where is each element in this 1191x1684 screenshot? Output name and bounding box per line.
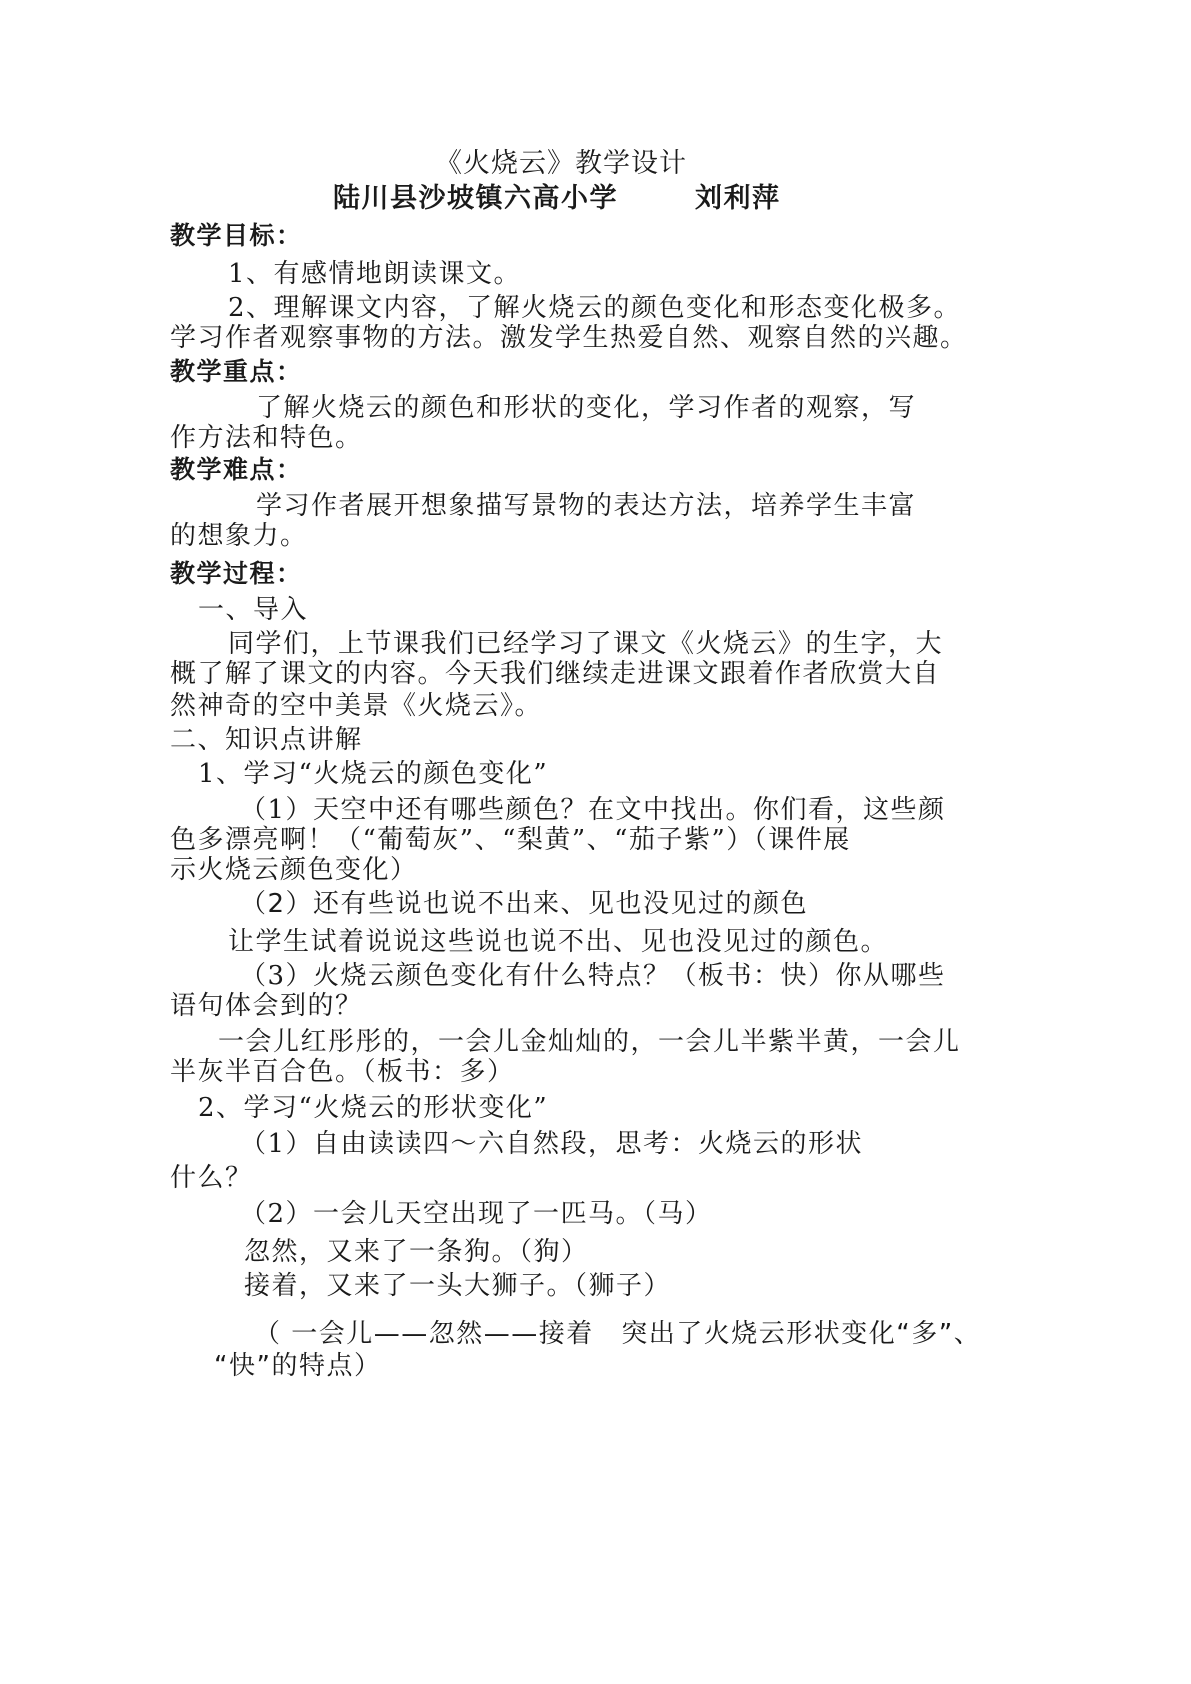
key-points-heading: 教学重点：	[170, 357, 303, 386]
difficulties-heading: 教学难点：	[170, 455, 303, 484]
part2-q1-line2: 什么？	[170, 1163, 253, 1193]
part1-q1-line3: 示火烧云颜色变化）	[170, 855, 418, 885]
part2-q2-line2: 忽然，又来了一条狗。（狗）	[244, 1237, 589, 1267]
section1-title: 一、导入	[198, 595, 309, 625]
key-points-line1: 了解火烧云的颜色和形状的变化，学习作者的观察，写	[256, 393, 917, 423]
difficulties-line2: 的想象力。	[170, 521, 308, 551]
objective-item-1: 1、有感情地朗读课文。	[228, 259, 522, 289]
part2-q2-line3: 接着，又来了一头大狮子。（狮子）	[244, 1271, 672, 1301]
document-title: 《火烧云》教学设计	[435, 148, 687, 179]
objective-item-2-line1: 2、理解课文内容，了解火烧云的颜色变化和形态变化极多。	[228, 293, 962, 323]
part1-q1-line1: （1）天空中还有哪些颜色？在文中找出。你们看，这些颜	[240, 795, 946, 825]
part2-summary-line1: （ 一会儿——忽然——接着 突出了火烧云形状变化“多”、	[254, 1319, 982, 1349]
part1-q2-detail: 让学生试着说说这些说也说不出、见也没见过的颜色。	[228, 927, 889, 957]
objectives-heading: 教学目标：	[170, 221, 303, 250]
part1-answer-line2: 半灰半百合色。（板书：多）	[170, 1057, 515, 1087]
part1-q2: （2）还有些说也说不出来、见也没见过的颜色	[240, 889, 809, 919]
objective-item-2-line2: 学习作者观察事物的方法。激发学生热爱自然、观察自然的兴趣。	[170, 323, 968, 353]
section1-line1: 同学们，上节课我们已经学习了课文《火烧云》的生字，大	[228, 629, 944, 659]
part2-title: 2、学习“火烧云的形状变化”	[198, 1093, 549, 1123]
author-name: 刘利萍	[695, 183, 781, 214]
part1-q3-line1: （3）火烧云颜色变化有什么特点？（板书：快）你从哪些	[240, 961, 946, 991]
part1-q3-line2: 语句体会到的？	[170, 991, 363, 1021]
part1-q1-line2: 色多漂亮啊！（“葡萄灰”、“梨黄”、“茄子紫”）（课件展	[170, 825, 851, 855]
section1-line2: 概了解了课文的内容。今天我们继续走进课文跟着作者欣赏大自	[170, 659, 941, 689]
part2-q2-line1: （2）一会儿天空出现了一匹马。（马）	[240, 1199, 713, 1229]
part1-answer-line1: 一会儿红彤彤的，一会儿金灿灿的，一会儿半紫半黄，一会儿	[218, 1027, 961, 1057]
part2-summary-line2: “快”的特点）	[214, 1351, 382, 1381]
section1-line3: 然神奇的空中美景《火烧云》。	[170, 691, 543, 721]
key-points-line2: 作方法和特色。	[170, 423, 363, 453]
part1-title: 1、学习“火烧云的颜色变化”	[198, 759, 549, 789]
school-name: 陆川县沙坡镇六高小学	[333, 183, 618, 214]
difficulties-line1: 学习作者展开想象描写景物的表达方法，培养学生丰富	[256, 491, 917, 521]
part2-q1-line1: （1）自由读读四～六自然段，思考：火烧云的形状	[240, 1129, 864, 1159]
process-heading: 教学过程：	[170, 559, 303, 588]
section2-title: 二、知识点讲解	[170, 725, 363, 755]
